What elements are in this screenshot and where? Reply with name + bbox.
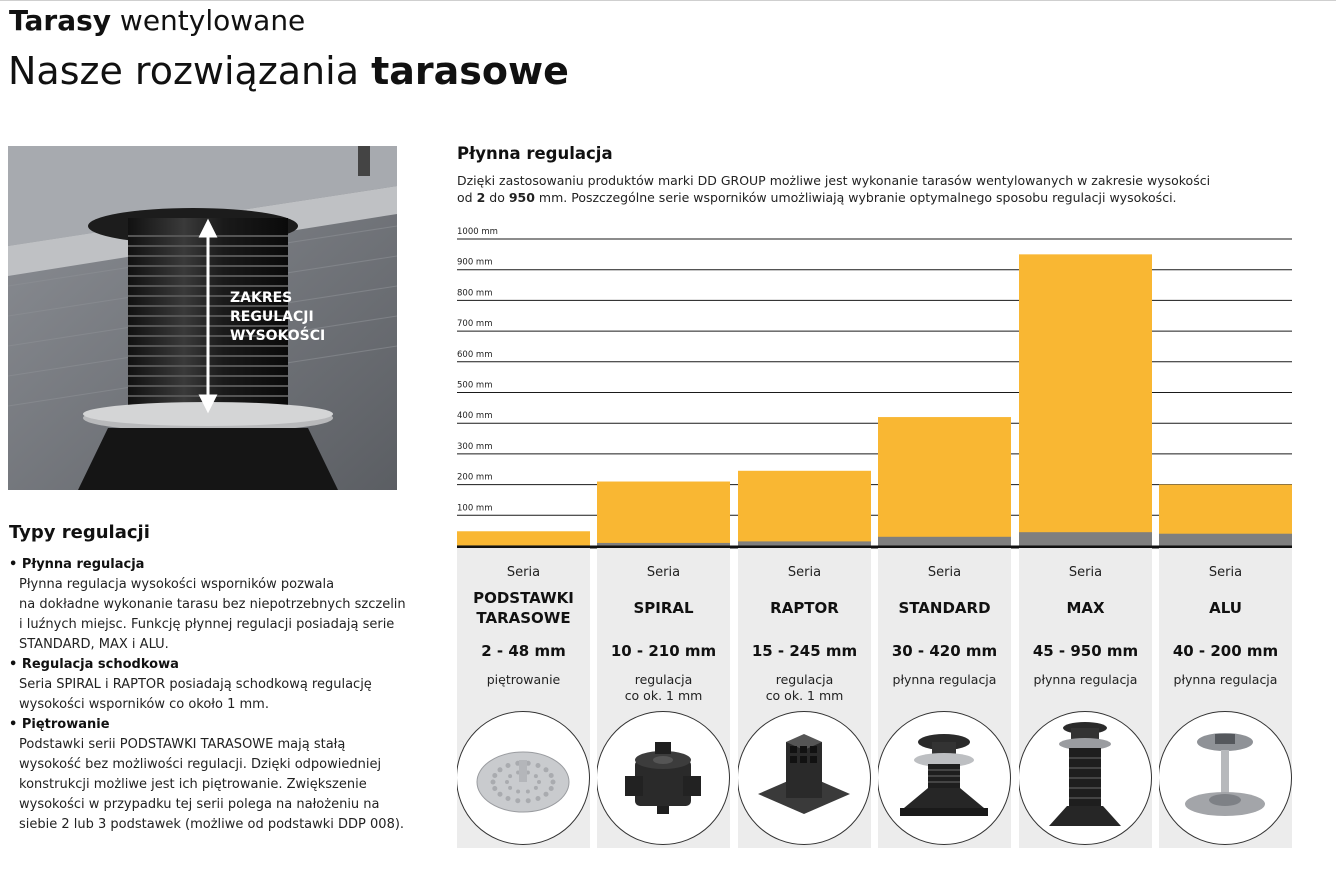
raptor-pedestal-icon (738, 712, 870, 844)
y-tick-label: 500 mm (457, 380, 493, 391)
regulation-type-text: i luźnych miejsc. Funkcję płynnej regulacji posiadają serie (19, 617, 395, 632)
photo-label-line1: ZAKRES (230, 290, 293, 306)
series-card-podstawki-tarasowe (457, 548, 590, 848)
series-height-range: 10 - 210 mm (610, 642, 717, 660)
desc-text-from: od (457, 190, 473, 205)
y-tick-label: 700 mm (457, 319, 493, 330)
series-height-range: 45 - 950 mm (1032, 642, 1139, 660)
bar-min-height (1159, 534, 1292, 546)
regulation-type-title: • Płynna regulacja (9, 555, 429, 575)
standard-pedestal-icon (878, 712, 1010, 844)
regulation-type-text: Podstawki serii PODSTAWKI TARASOWE mają stałą (19, 737, 346, 752)
series-name: SPIRAL (633, 599, 694, 617)
bar-min-height (1019, 532, 1152, 546)
max-pedestal-icon (1019, 712, 1151, 844)
series-prefix: Seria (787, 565, 822, 580)
bar-max-height (597, 482, 730, 546)
regulation-type-text: wysokość bez możliwości regulacji. Dzięki odpowiedniej (19, 757, 382, 772)
series-regulation-note: płynna regulacja (1033, 672, 1138, 687)
regulation-type-text: wysokości wsporników co około 1 mm. (19, 697, 269, 712)
y-tick-label: 900 mm (457, 257, 493, 268)
desc-max-value: 950 (508, 190, 535, 205)
deck-pad-icon (457, 712, 589, 844)
chart-title: Płynna regulacja (457, 144, 613, 163)
photo-label-line2: REGULACJI (230, 309, 314, 325)
photo-label-line3: WYSOKOŚCI (230, 328, 326, 344)
series-prefix: Seria (646, 565, 681, 580)
bar-max-height (1019, 254, 1152, 546)
series-card-max (1019, 548, 1152, 848)
series-name: RAPTOR (770, 599, 839, 617)
series-regulation-note: regulacja co ok. 1 mm (624, 672, 703, 703)
y-tick-label: 800 mm (457, 288, 493, 299)
series-card-spiral (597, 548, 730, 848)
series-card-standard (878, 548, 1011, 848)
bar-max-height (738, 471, 871, 546)
series-height-range: 40 - 200 mm (1172, 642, 1279, 660)
series-regulation-note: piętrowanie (486, 672, 561, 687)
bar-min-height (878, 537, 1011, 546)
bar-max-height (457, 531, 590, 546)
series-regulation-note: płynna regulacja (1173, 672, 1278, 687)
regulation-type-text: Seria SPIRAL i RAPTOR posiadają schodkową regulację (19, 677, 372, 692)
bar-max-height (878, 417, 1011, 546)
regulation-type-text: konstrukcji możliwe jest ich piętrowanie. Zwiększenie (19, 777, 367, 792)
desc-text-to: do (489, 190, 505, 205)
series-product-image (738, 711, 871, 845)
series-product-image (878, 711, 1011, 845)
y-tick-label: 1000 mm (457, 227, 498, 237)
series-prefix: Seria (506, 565, 541, 580)
series-product-image (597, 711, 730, 845)
regulation-type-title: • Piętrowanie (9, 715, 429, 735)
series-name: PODSTAWKI TARASOWE (473, 589, 574, 627)
regulation-type-title: • Regulacja schodkowa (9, 655, 429, 675)
regulation-types-title: Typy regulacji (9, 522, 150, 543)
section-title-bold: Tarasy (9, 4, 112, 37)
series-height-range: 2 - 48 mm (481, 642, 566, 660)
series-prefix: Seria (1208, 565, 1243, 580)
series-height-range: 15 - 245 mm (751, 642, 858, 660)
page-title-bold: tarasowe (371, 49, 569, 93)
regulation-type-text: na dokładne wykonanie tarasu bez niepotrzebnych szczelin (19, 597, 406, 612)
regulation-types-list (9, 555, 429, 835)
series-prefix: Seria (1068, 565, 1103, 580)
series-prefix: Seria (927, 565, 962, 580)
section-title-rest: wentylowane (119, 4, 306, 37)
series-name: STANDARD (898, 599, 991, 617)
y-tick-label: 600 mm (457, 349, 493, 360)
chart-description-line1: Dzięki zastosowaniu produktów marki DD GROUP możliwe jest wykonanie tarasów wentylowanych w zakresie wysokości (457, 173, 1211, 188)
spiral-pedestal-icon (597, 712, 729, 844)
series-regulation-note: regulacja co ok. 1 mm (765, 672, 844, 703)
alu-pedestal-icon (1159, 712, 1291, 844)
y-tick-label: 300 mm (457, 441, 493, 452)
desc-min-value: 2 (476, 190, 486, 205)
regulation-type-text: siebie 2 lub 3 podstawek (możliwe od podstawki DDP 008). (19, 817, 405, 832)
series-name: MAX (1066, 599, 1105, 617)
regulation-type-text: STANDARD, MAX i ALU. (19, 637, 169, 652)
regulation-type-text: Płynna regulacja wysokości wsporników pozwala (19, 577, 335, 592)
series-regulation-note: płynna regulacja (892, 672, 997, 687)
series-product-image (1019, 711, 1152, 845)
regulation-type-text: wysokości w przypadku tej serii polega na nałożeniu na (19, 797, 380, 812)
y-tick-label: 400 mm (457, 411, 493, 422)
series-card-raptor (738, 548, 871, 848)
series-height-range: 30 - 420 mm (891, 642, 998, 660)
bar-min-height (738, 541, 871, 546)
y-tick-label: 200 mm (457, 472, 493, 483)
series-card-alu (1159, 548, 1292, 848)
page-title-regular: Nasze rozwiązania (8, 49, 359, 93)
series-product-image (1159, 711, 1292, 845)
series-product-image (457, 711, 590, 845)
series-name: ALU (1209, 599, 1242, 617)
y-tick-label: 100 mm (457, 503, 493, 514)
desc-text-rest: mm. Poszczególne serie wsporników umożliwiają wybranie optymalnego sposobu regulacji wysokości. (538, 190, 1177, 205)
